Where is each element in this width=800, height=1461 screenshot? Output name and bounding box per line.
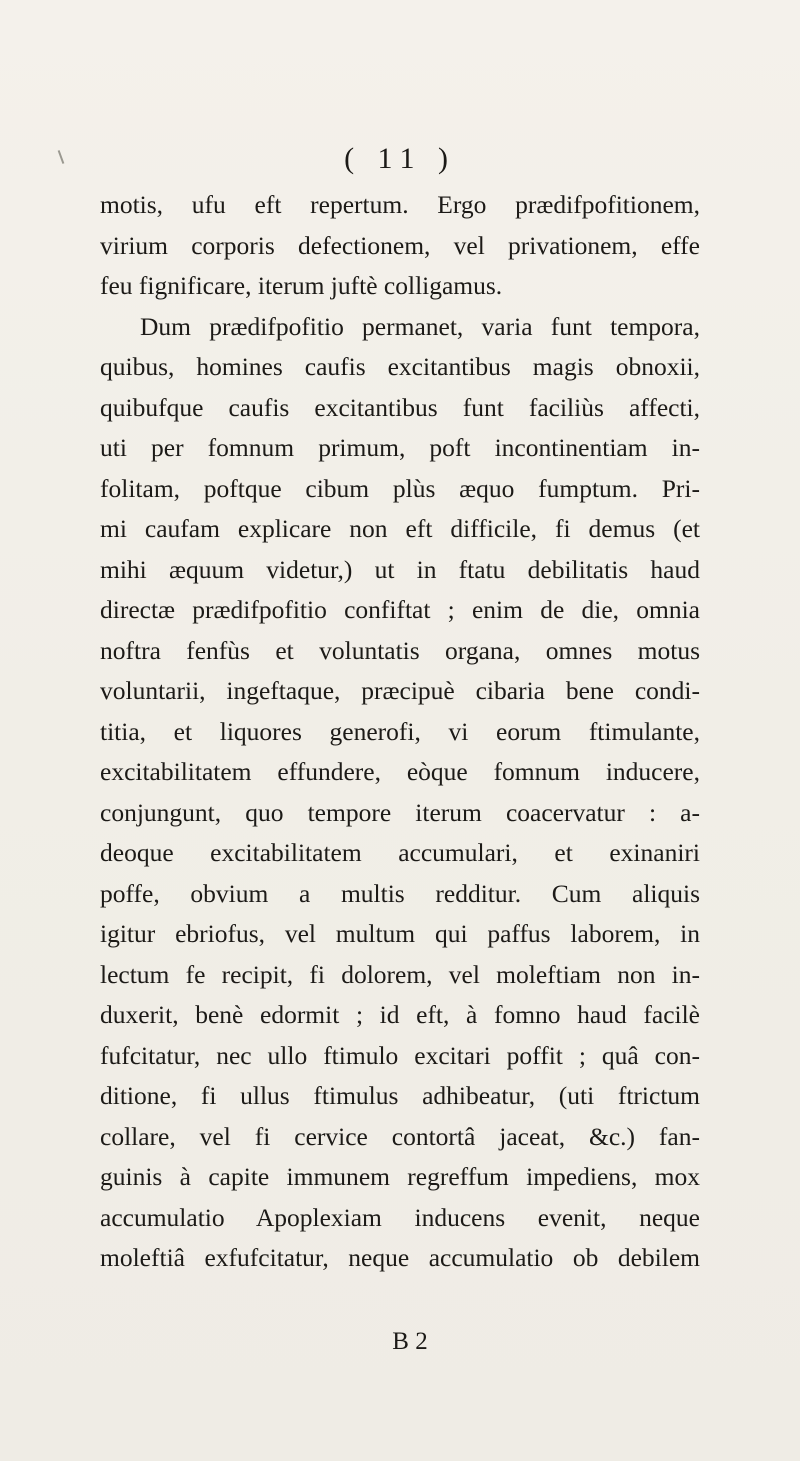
text-line: lectum fe recipit, fi dolorem, vel moleftiam non in- bbox=[100, 959, 700, 989]
text-line: noftra fenfùs et voluntatis organa, omnes motus bbox=[100, 635, 700, 665]
text-line: voluntarii, ingeftaque, præcipuè cibaria bene condi- bbox=[100, 676, 700, 705]
text-line: conjungunt, quo tempore iterum coacervatur : a- bbox=[100, 797, 700, 827]
text-line: duxerit, benè edormit ; id eft, à fomno haud facilè bbox=[100, 1000, 700, 1029]
signature-mark: B 2 bbox=[392, 1328, 428, 1355]
text-line: poffe, obvium a multis redditur. Cum aliquis bbox=[100, 878, 700, 908]
text-line: quibus, homines caufis excitantibus magis obnoxii, bbox=[100, 352, 700, 381]
text-line: motis, ufu eft repertum. Ergo prædifpofitionem, bbox=[100, 190, 700, 219]
text-line: mi caufam explicare non eft difficile, fi demus (et bbox=[100, 514, 700, 543]
page-number: ( 11 ) bbox=[344, 142, 456, 175]
text-line: feu fignificare, iterum juftè colligamus. bbox=[100, 271, 503, 300]
text-line: guinis à capite immunem regreffum impediens, mox bbox=[100, 1162, 700, 1191]
text-line: mihi æquum videtur,) ut in ftatu debilitatis haud bbox=[100, 554, 700, 584]
text-line: moleftiâ exfufcitatur, neque accumulatio ob debilem bbox=[100, 1243, 700, 1272]
text-line: directæ prædifpofitio confiftat ; enim de die, omnia bbox=[100, 595, 700, 624]
text-line: deoque excitabilitatem accumulari, et exinaniri bbox=[100, 838, 700, 867]
text-line: Dum prædifpofitio permanet, varia funt tempora, bbox=[140, 311, 700, 341]
text-line: ditione, fi ullus ftimulus adhibeatur, (uti ftrictum bbox=[100, 1081, 700, 1110]
text-line: collare, vel fi cervice contortâ jaceat, &c.) fan- bbox=[100, 1121, 700, 1151]
text-line: titia, et liquores generofi, vi eorum ftimulante, bbox=[100, 716, 700, 746]
text-line: accumulatio Apoplexiam inducens evenit, neque bbox=[100, 1202, 700, 1232]
text-line: quibufque caufis excitantibus funt faciliùs affecti, bbox=[100, 392, 700, 422]
text-line: igitur ebriofus, vel multum qui paffus laborem, in bbox=[100, 919, 700, 948]
text-line: fufcitatur, nec ullo ftimulo excitari poffit ; quâ con- bbox=[100, 1040, 700, 1070]
text-line: uti per fomnum primum, poft incontinentiam in- bbox=[100, 433, 700, 462]
text-line: excitabilitatem effundere, eòque fomnum inducere, bbox=[100, 757, 700, 786]
text-line: folitam, poftque cibum plùs æquo fumptum. Pri- bbox=[100, 473, 700, 503]
text-line: virium corporis defectionem, vel privationem, effe bbox=[100, 230, 700, 260]
